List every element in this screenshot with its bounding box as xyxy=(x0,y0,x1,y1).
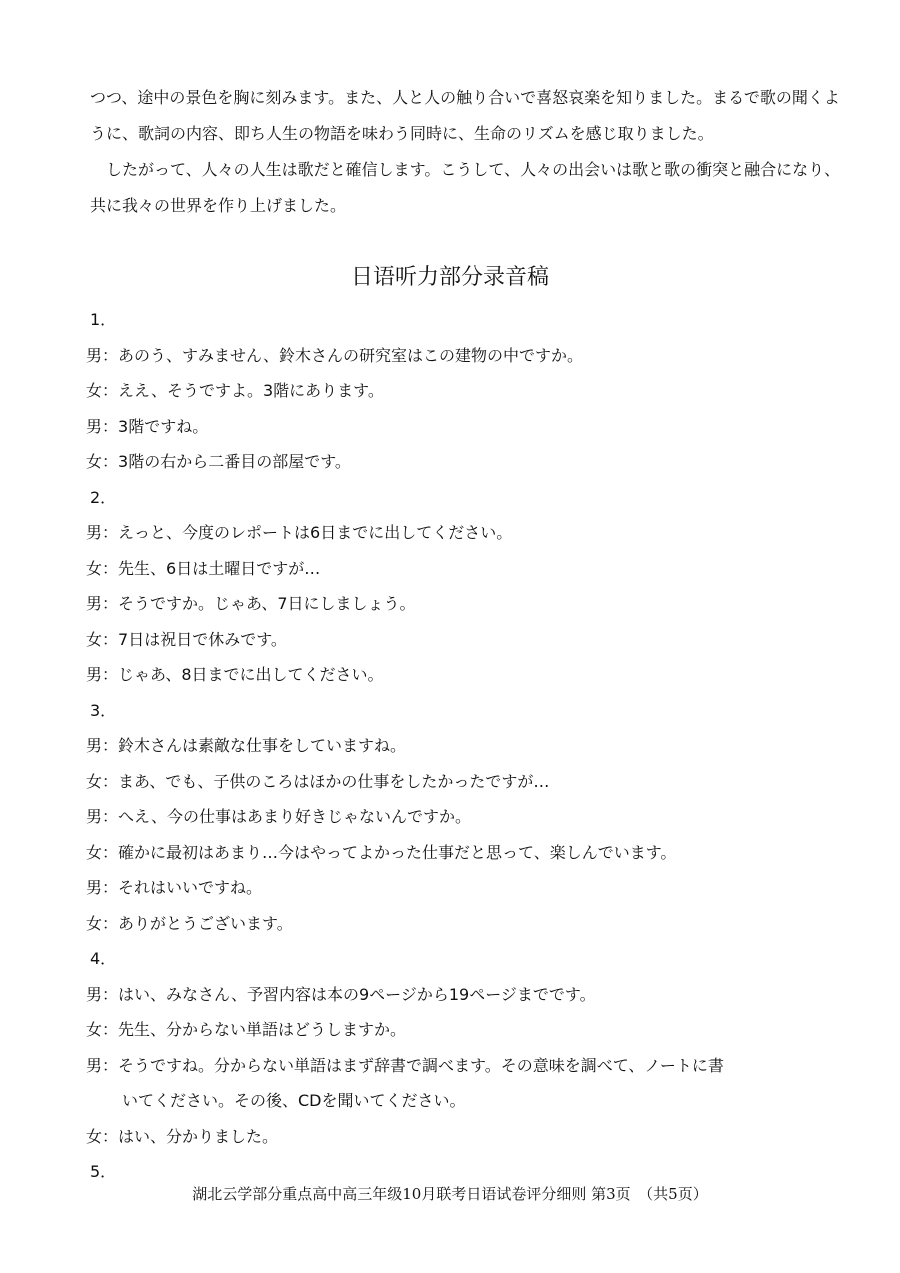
dialogue-line xyxy=(86,551,826,587)
utterance-text: はい、みなさん、予習内容は本の9ページから19ページまでです。 xyxy=(118,984,596,1004)
dialogue-line xyxy=(86,586,826,622)
dialogue-line xyxy=(86,799,826,835)
utterance-text: まあ、でも、子供のころはほかの仕事をしたかったですが… xyxy=(118,771,550,791)
dialogue-line xyxy=(86,373,826,409)
question-number: 1． xyxy=(90,310,117,329)
dialogue-line xyxy=(86,1119,826,1155)
essay-line: したがって、人々の人生は歌だと確信します。こうして、人々の出会いは歌と歌の衝突と融合になり、 xyxy=(90,160,841,179)
dialogue-line xyxy=(86,657,826,693)
speaker-label: 男： xyxy=(86,807,119,826)
speaker-label: 男： xyxy=(86,878,119,897)
dialogue-line xyxy=(86,870,826,906)
speaker-label: 男： xyxy=(86,665,119,684)
dialogue-line xyxy=(86,515,826,551)
speaker-label: 男： xyxy=(86,416,119,436)
dialogue-line xyxy=(86,1048,826,1084)
speaker-label: 女： xyxy=(86,771,119,791)
question-number: 5． xyxy=(90,1162,117,1181)
utterance-text: あのう、すみません、鈴木さんの研究室はこの建物の中ですか。 xyxy=(118,345,583,365)
speaker-label: 男： xyxy=(86,984,119,1004)
utterance-text: そうですね。分からない単語はまず辞書で調べます。その意味を調べて、ノートに書 xyxy=(118,1055,724,1075)
speaker-label: 女： xyxy=(86,558,119,578)
essay-line: うに、歌詞の内容、即ち人生の物語を味わう同時に、生命のリズムを感じ取りました。 xyxy=(90,124,714,143)
utterance-text: 確かに最初はあまり…今はやってよかった仕事だと思って、楽しんでいます。 xyxy=(118,842,677,862)
speaker-label: 女： xyxy=(86,1020,119,1039)
utterance-text: 3階ですね。 xyxy=(118,416,209,436)
essay-line: 共に我々の世界を作り上げました。 xyxy=(90,196,347,215)
speaker-label: 女： xyxy=(86,629,119,649)
question-number: 4． xyxy=(90,949,117,968)
dialogue-line xyxy=(86,906,826,942)
dialogue-continuation: いてください。その後、CDを聞いてください。 xyxy=(122,1091,466,1110)
speaker-label: 女： xyxy=(86,452,119,471)
speaker-label: 男： xyxy=(86,594,119,613)
utterance-text: ありがとうございます。 xyxy=(118,913,293,933)
dialogue-line xyxy=(86,977,826,1013)
speaker-label: 男： xyxy=(86,1055,119,1075)
speaker-label: 女： xyxy=(86,842,119,862)
utterance-text: へえ、今の仕事はあまり好きじゃないんですか。 xyxy=(118,807,471,826)
utterance-text: そうですか。じゃあ、7日にしましょう。 xyxy=(118,594,416,613)
page-footer: 湖北云学部分重点高中高三年级10月联考日语试卷评分细则 第3页 （共5页） xyxy=(192,1185,708,1203)
dialogue-line xyxy=(86,622,826,658)
speaker-label: 女： xyxy=(86,381,119,400)
question-number: 2． xyxy=(90,487,117,507)
dialogue-line xyxy=(86,835,826,871)
utterance-text: それはいいですね。 xyxy=(118,878,263,897)
utterance-text: 7日は祝日で休みです。 xyxy=(118,629,287,649)
speaker-label: 男： xyxy=(86,736,119,755)
section-title: 日语听力部分录音稿 xyxy=(350,265,549,290)
speaker-label: 女： xyxy=(86,1126,119,1146)
dialogue-line xyxy=(86,1012,826,1048)
question-number: 3． xyxy=(90,700,117,720)
utterance-text: 鈴木さんは素敵な仕事をしていますね。 xyxy=(118,736,407,755)
speaker-label: 男： xyxy=(86,345,119,365)
speaker-label: 女： xyxy=(86,913,119,933)
utterance-text: じゃあ、8日までに出してください。 xyxy=(118,665,384,684)
dialogue-line xyxy=(86,728,826,764)
utterance-text: えっと、今度のレポートは6日までに出してください。 xyxy=(118,523,513,542)
transcript xyxy=(86,302,826,1190)
utterance-text: 先生、6日は土曜日ですが… xyxy=(118,558,321,578)
dialogue-line xyxy=(86,444,826,480)
essay-paragraph xyxy=(90,80,841,224)
dialogue-line xyxy=(86,338,826,374)
utterance-text: はい、分かりました。 xyxy=(118,1126,279,1146)
dialogue-line xyxy=(86,409,826,445)
utterance-text: 先生、分からない単語はどうしますか。 xyxy=(118,1020,407,1039)
dialogue-line xyxy=(86,764,826,800)
utterance-text: 3階の右から二番目の部屋です。 xyxy=(118,452,351,471)
essay-line: つつ、途中の景色を胸に刻みます。また、人と人の触り合いで喜怒哀楽を知りました。まるで歌の聞くよ xyxy=(90,88,840,107)
speaker-label: 男： xyxy=(86,523,119,542)
utterance-text: ええ、そうですよ。3階にあります。 xyxy=(118,381,384,400)
